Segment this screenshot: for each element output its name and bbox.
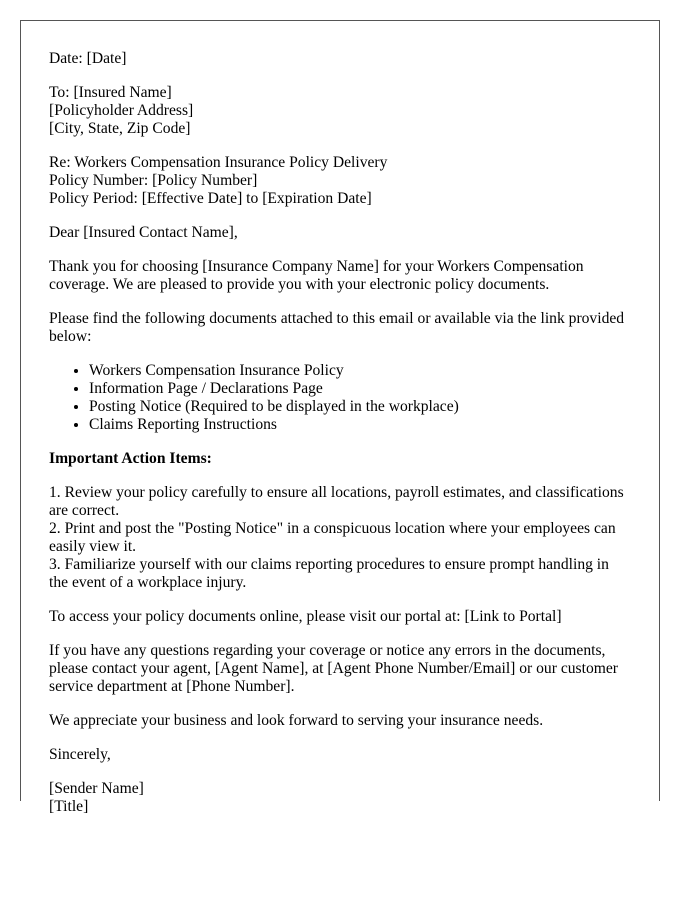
- reference-block: [49, 154, 631, 208]
- policy-period: Policy Period: [Effective Date] to [Expiration Date]: [49, 190, 372, 207]
- documents-list: [49, 362, 631, 434]
- recipient-address: [Policyholder Address]: [49, 102, 194, 119]
- date-line: Date: [Date]: [49, 50, 127, 67]
- action-items-block: [49, 484, 631, 592]
- list-item: • Workers Compensation Insurance Policy: [89, 362, 631, 380]
- policy-number: Policy Number: [Policy Number]: [49, 172, 258, 189]
- signature-block: [49, 780, 631, 816]
- list-item: • Claims Reporting Instructions: [89, 416, 631, 434]
- list-item: • Information Page / Declarations Page: [89, 380, 631, 398]
- intro-paragraph: Thank you for choosing [Insurance Company Name] for your Workers Compensation coverage. We are pleased to provide you with your electronic policy documents.: [49, 258, 584, 293]
- recipient-name: To: [Insured Name]: [49, 84, 172, 101]
- salutation: Dear [Insured Contact Name],: [49, 224, 238, 241]
- documents-intro: Please find the following documents attached to this email or available via the link provided below:: [49, 310, 625, 345]
- portal-paragraph: To access your policy documents online, please visit our portal at: [Link to Portal]: [49, 608, 562, 625]
- sign-off: Sincerely,: [49, 746, 111, 763]
- action-items-heading: Important Action Items:: [49, 450, 212, 467]
- action-item: 2. Print and post the "Posting Notice" in a conspicuous location where your employees can easily view it.: [49, 520, 616, 555]
- sender-name: [Sender Name]: [49, 780, 144, 797]
- list-item: • Posting Notice (Required to be displayed in the workplace): [89, 398, 631, 416]
- recipient-block: [49, 84, 631, 138]
- letter-document: [20, 20, 660, 815]
- recipient-city: [City, State, Zip Code]: [49, 120, 191, 137]
- sender-title: [Title]: [49, 798, 89, 815]
- closing-paragraph: We appreciate your business and look forward to serving your insurance needs.: [49, 712, 544, 729]
- reference-subject: Re: Workers Compensation Insurance Policy Delivery: [49, 154, 388, 171]
- action-item: 1. Review your policy carefully to ensure all locations, payroll estimates, and classifications are correct.: [49, 484, 624, 519]
- action-item: 3. Familiarize yourself with our claims reporting procedures to ensure prompt handling in the event of a workplace injury.: [49, 556, 609, 591]
- questions-paragraph: If you have any questions regarding your coverage or notice any errors in the documents, please contact your agent, [Agent Name], at [Agent Phone Number/Email] or our customer service department at [Phone Number].: [49, 642, 618, 695]
